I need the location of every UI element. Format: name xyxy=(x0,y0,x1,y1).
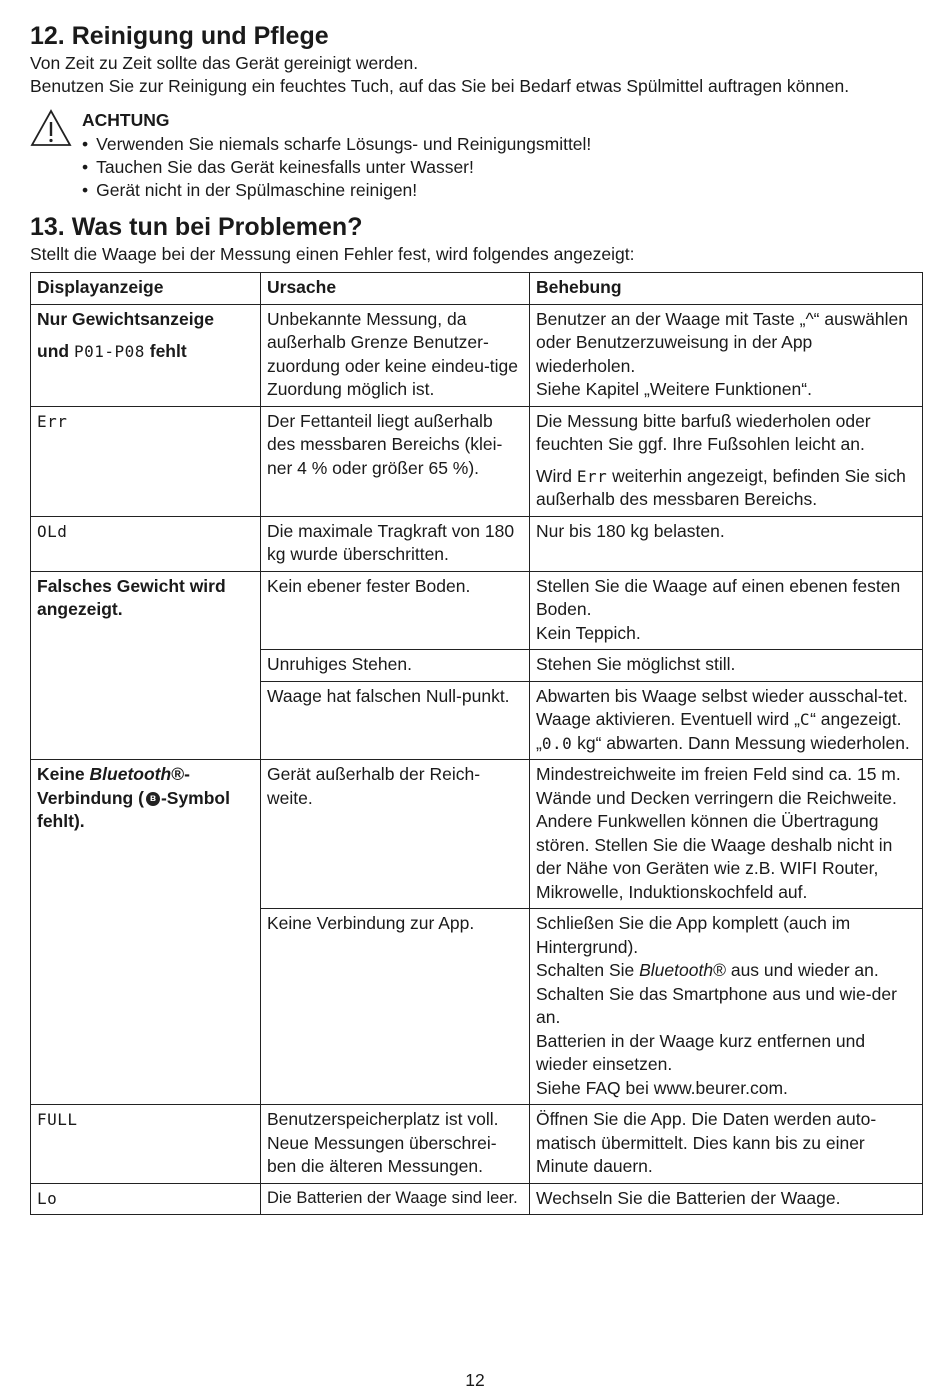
header-remedy: Behebung xyxy=(530,273,923,305)
table-row xyxy=(31,304,923,406)
manual-page xyxy=(30,20,922,1215)
remedy-cell xyxy=(530,304,923,406)
text: “ angezeigt. „ xyxy=(536,709,902,753)
table-row xyxy=(31,571,923,650)
problems-intro: Stellt die Waage bei der Messung einen Fehler fest, wird folgendes angezeigt: xyxy=(30,244,635,264)
troubleshooting-table xyxy=(30,272,923,1215)
section-13-heading: 13. Was tun bei Problemen? xyxy=(30,213,363,241)
table-row xyxy=(31,406,923,516)
cause-cell: Waage hat falschen Null-punkt. xyxy=(261,681,530,760)
remedy-cell xyxy=(530,571,923,650)
remedy-text: Andere Funkwellen können die Übertragung stören. Stellen Sie die Waage deshalb nicht in der Nähe von Geräten wie z.B. WIFI Router, Mikrowelle, Induktionskochfeld auf. xyxy=(536,811,893,902)
bluetooth-icon: ʙ xyxy=(146,792,160,806)
display-cell xyxy=(31,1183,261,1215)
remedy-cell xyxy=(530,406,923,516)
text: -Symbol fehlt). xyxy=(37,787,230,831)
cleaning-text-2: Benutzen Sie zur Reinigung ein feuchtes Tuch, auf das Sie bei Bedarf etwas Spülmittel auftragen können. xyxy=(30,76,850,96)
remedy-text: Benutzer an der Waage mit Taste „^“ auswählen oder Benutzerzuweisung in der App wiederholen. xyxy=(536,308,909,376)
lcd-code: FULL xyxy=(37,1110,78,1129)
display-text xyxy=(37,340,254,364)
remedy-text: Siehe FAQ bei www.beurer.com. xyxy=(536,1077,788,1098)
lcd-code: C xyxy=(799,710,811,729)
warning-item: • Tauchen Sie das Gerät keinesfalls unter Wasser! xyxy=(82,156,591,179)
display-cell xyxy=(31,406,261,516)
table-row xyxy=(31,760,923,909)
remedy-cell: Nur bis 180 kg belasten. xyxy=(530,516,923,571)
remedy-cell xyxy=(530,909,923,1105)
text: weiterhin angezeigt, befinden Sie sich außerhalb des messbaren Bereichs. xyxy=(536,465,906,509)
remedy-text: Stellen Sie die Waage auf einen ebenen festen Boden. xyxy=(536,575,901,619)
text: Bluetooth xyxy=(639,960,714,980)
lcd-code: 0.0 xyxy=(541,733,573,753)
display-cell: Falsches Gewicht wird angezeigt. xyxy=(31,571,261,760)
remedy-text xyxy=(536,959,916,983)
text: und xyxy=(37,341,74,361)
remedy-cell xyxy=(530,760,923,909)
remedy-text: Siehe Kapitel „Weitere Funktionen“. xyxy=(536,379,812,399)
cause-cell: Benutzerspeicherplatz ist voll. Neue Messungen überschrei-ben die älteren Messungen. xyxy=(261,1105,530,1184)
text: Verbindung ( xyxy=(37,787,144,808)
remedy-text: Schalten Sie das Smartphone aus und wie-der an. xyxy=(536,983,897,1027)
text: ®- xyxy=(171,764,190,784)
text: fehlt xyxy=(144,341,187,361)
cause-cell: Keine Verbindung zur App. xyxy=(261,909,530,1105)
display-cell xyxy=(31,760,261,1105)
lcd-code: Err xyxy=(37,411,68,431)
cleaning-text-1: Von Zeit zu Zeit sollte das Gerät gereinigt werden. xyxy=(30,53,419,73)
lcd-code: OLd xyxy=(37,521,68,541)
remedy-text: Mindestreichweite im freien Feld sind ca. 15 m. Wände und Decken verringern die Reichweite. xyxy=(536,764,901,808)
warning-box xyxy=(30,109,922,200)
text: Keine xyxy=(37,764,90,784)
remedy-text xyxy=(536,465,916,512)
lcd-code: Err xyxy=(576,466,608,486)
text: Abwarten bis Waage selbst wieder ausschal-tet. Waage aktivieren. Eventuell wird „ xyxy=(536,685,908,729)
text: Schalten Sie xyxy=(536,960,640,980)
table-header-row xyxy=(31,273,923,305)
display-cell xyxy=(31,1105,261,1184)
text: ® aus und wieder an. xyxy=(713,960,879,980)
display-cell xyxy=(31,516,261,571)
header-display: Displayanzeige xyxy=(31,273,261,305)
lcd-code: P01-P08 xyxy=(73,342,145,361)
display-cell xyxy=(31,304,261,406)
remedy-text: Die Messung bitte barfuß wiederholen oder feuchten Sie ggf. Ihre Fußsohlen leicht an. xyxy=(536,410,871,454)
cause-cell: Unruhiges Stehen. xyxy=(261,650,530,682)
warning-list xyxy=(82,133,591,202)
page-number: 12 xyxy=(465,1370,485,1390)
warning-title: ACHTUNG xyxy=(82,110,170,130)
table-row xyxy=(31,516,923,571)
table-row xyxy=(31,1105,923,1184)
section-12-heading: 12. Reinigung und Pflege xyxy=(30,22,329,50)
table-row xyxy=(31,1183,923,1215)
remedy-text: Kein Teppich. xyxy=(536,622,641,643)
text: kg“ abwarten. Dann Messung wiederholen. xyxy=(572,732,910,753)
text: Bluetooth xyxy=(89,764,172,784)
warning-item: • Verwenden Sie niemals scharfe Lösungs- und Reinigungsmittel! xyxy=(82,133,591,156)
lcd-code: Lo xyxy=(37,1188,58,1208)
warning-triangle-icon xyxy=(30,109,72,147)
remedy-text: Schließen Sie die App komplett (auch im Hintergrund). xyxy=(536,913,851,957)
warning-item: • Gerät nicht in der Spülmaschine reinigen! xyxy=(82,179,591,202)
cause-cell: Der Fettanteil liegt außerhalb des messbaren Bereichs (klei-ner 4 % oder größer 65 %). xyxy=(261,406,530,516)
cause-cell: Kein ebener fester Boden. xyxy=(261,571,530,650)
remedy-cell: Öffnen Sie die App. Die Daten werden auto-matisch übermittelt. Dies kann bis zu einer Minute dauern. xyxy=(530,1105,923,1184)
cause-cell: Die maximale Tragkraft von 180 kg wurde überschritten. xyxy=(261,516,530,571)
display-text: Nur Gewichtsanzeige xyxy=(37,308,214,329)
header-cause: Ursache xyxy=(261,273,530,305)
remedy-cell xyxy=(530,681,923,760)
remedy-text: Batterien in der Waage kurz entfernen und wieder einsetzen. xyxy=(536,1030,866,1074)
text: Wird xyxy=(536,465,577,486)
remedy-cell: Stehen Sie möglichst still. xyxy=(530,650,923,682)
cause-cell: Die Batterien der Waage sind leer. xyxy=(261,1183,530,1215)
cause-cell: Gerät außerhalb der Reich-weite. xyxy=(261,760,530,909)
remedy-cell: Wechseln Sie die Batterien der Waage. xyxy=(530,1183,923,1215)
cause-cell: Unbekannte Messung, da außerhalb Grenze Benutzer-zuordung oder keine eindeu-tige Zuordung möglich ist. xyxy=(261,304,530,406)
